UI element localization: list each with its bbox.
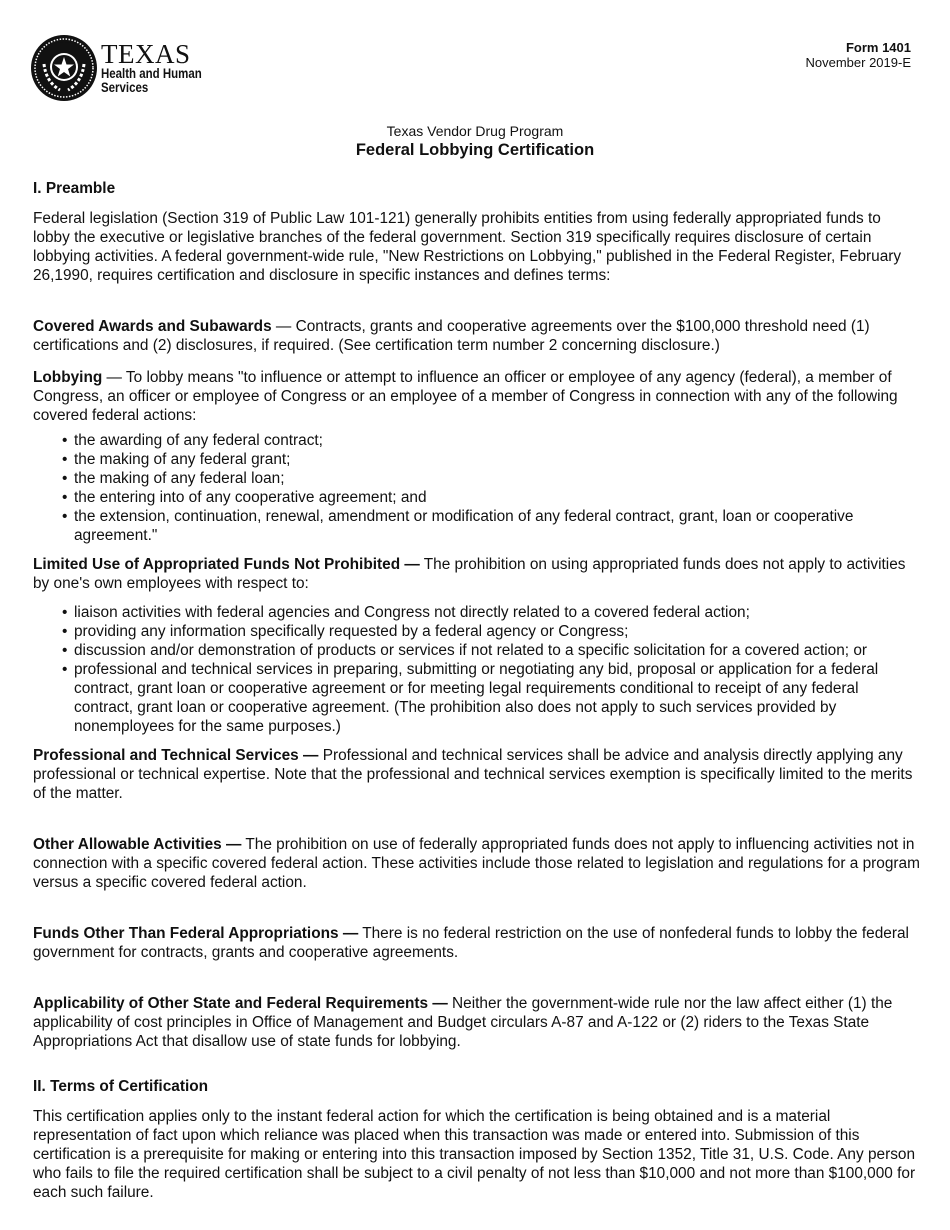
list-item: • liaison activities with federal agencies and Congress not directly related to a covered federal action; bbox=[62, 603, 921, 622]
covered-awards-paragraph: Covered Awards and Subawards — Contracts, grants and cooperative agreements over the $100,000 threshold need (1) certifications and (2) disclosures, if required. (See certification term number 2 concerning disclosure.) bbox=[33, 318, 870, 354]
list-item: • the making of any federal grant; bbox=[62, 450, 921, 469]
list-item: • discussion and/or demonstration of products or services if not related to a specific solicitation for a covered action; or bbox=[62, 641, 921, 660]
funds-paragraph: Funds Other Than Federal Appropriations — There is no federal restriction on the use of nonfederal funds to lobby the federal government for contracts, grants and cooperative agreements. bbox=[33, 925, 909, 961]
limited-use-paragraph: Limited Use of Appropriated Funds Not Prohibited — The prohibition on using appropriated funds does not apply to activities by one's own employees with respect to: bbox=[33, 556, 906, 592]
list-item: • the awarding of any federal contract; bbox=[62, 431, 921, 450]
list-item: • the extension, continuation, renewal, amendment or modification of any federal contract, grant, loan or cooperative agreement." bbox=[62, 507, 921, 545]
lobbying-actions-list bbox=[33, 431, 921, 545]
other-activities-paragraph: Other Allowable Activities — The prohibition on use of federally appropriated funds does not apply to influencing activities not in connection with a specific covered federal action. These activities include those related to legislation and regulations for a program versus a specific covered federal action. bbox=[33, 836, 920, 891]
lobbying-paragraph: Lobbying — To lobby means "to influence or attempt to influence an officer or employee of any agency (federal), a member of Congress, an officer or employee of Congress or an employee of a member of Congress in connection with any of the following covered federal actions: bbox=[33, 369, 898, 424]
list-item: • professional and technical services in preparing, submitting or negotiating any bid, proposal or application for a federal contract, grant loan or cooperative agreement or for meeting legal requirements conditional to receipt of any federal contract, grant loan or cooperative agreement. (The prohibition also does not apply to such services provided by nonemployees for the same purposes.) bbox=[62, 660, 921, 736]
program-name: Texas Vendor Drug Program bbox=[386, 123, 564, 139]
professional-services-paragraph: Professional and Technical Services — Professional and technical services shall be advice and analysis directly applying any professional or technical expertise. Note that the professional and technical services exemption is specifically limited to the merits of the matter. bbox=[33, 747, 913, 802]
list-item: • providing any information specifically requested by a federal agency or Congress; bbox=[62, 622, 921, 641]
terms-paragraph: This certification applies only to the instant federal action for which the certification is being obtained and is a material representation of fact upon which reliance was placed when this transaction was made or entered into. Submission of this certification is a prerequisite for making or entering into this transaction imposed by Section 1352, Title 31, U.S. Code. Any person who fails to file the required certification shall be subject to a civil penalty of not less than $10,000 and not more than $100,000 for each such failure. bbox=[33, 1108, 916, 1201]
texas-seal-icon bbox=[30, 34, 98, 102]
list-item: • the making of any federal loan; bbox=[62, 469, 921, 488]
limited-use-list bbox=[33, 603, 921, 736]
preamble-intro: Federal legislation (Section 319 of Public Law 101-121) generally prohibits entities from using federally appropriated funds to lobby the executive or legislative branches of the federal government. Section 319 specifically requires disclosure of certain lobbying activities. A federal government-wide rule, "New Restrictions on Lobbying," published in the Federal Register, February 26,1990, requires certification and disclosure in specific instances and defines terms: bbox=[33, 210, 902, 284]
form-number: Form 1401 November 2019-E bbox=[805, 40, 911, 70]
hhs-logo: TEXAS Health and Human Services bbox=[30, 34, 220, 102]
list-item: • the entering into of any cooperative agreement; and bbox=[62, 488, 921, 507]
document-body bbox=[33, 179, 921, 1215]
section-heading-terms: II. Terms of Certification bbox=[33, 1078, 209, 1095]
document-header bbox=[0, 123, 950, 160]
section-heading-preamble: I. Preamble bbox=[33, 180, 116, 197]
document-title: Federal Lobbying Certification bbox=[355, 141, 595, 159]
applicability-paragraph: Applicability of Other State and Federal Requirements — Neither the government-wide rule nor the law affect either (1) the applicability of cost principles in Office of Management and Budget circulars A-87 and A-122 or (2) riders to the Texas State Appropriations Act that disallow use of state funds for lobbying. bbox=[33, 995, 893, 1050]
